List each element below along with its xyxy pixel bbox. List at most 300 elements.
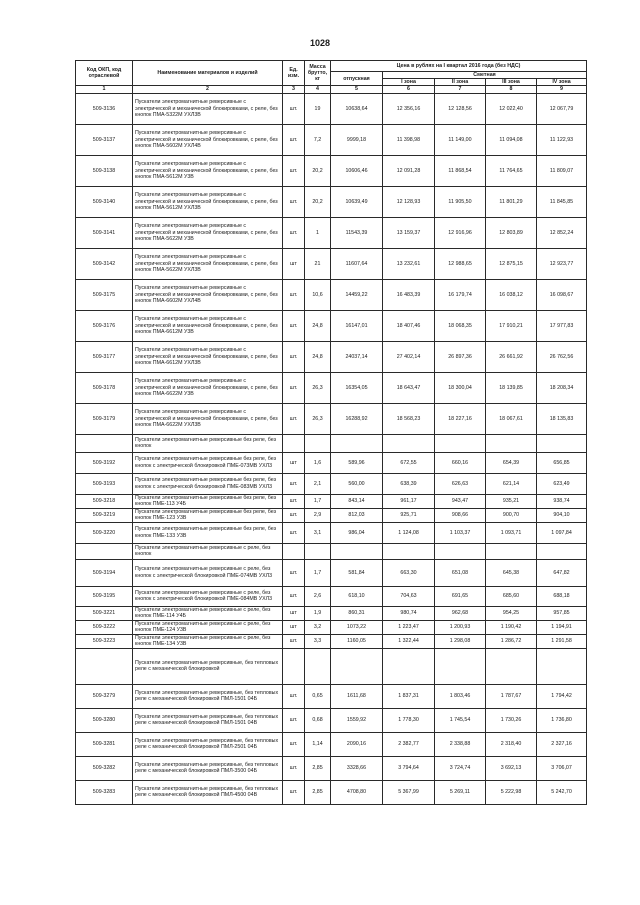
name-cell: Пускатели электромагнитные реверсивные с реле, без кнопок с электрической блокировкой ПМЕ-074МВ УХЛ3 (133, 559, 283, 586)
zone-4-price-cell: 2 327,16 (537, 732, 587, 756)
table-row (76, 155, 587, 186)
zone-1-price-cell: 5 367,99 (383, 780, 435, 804)
zone-1-price-cell: 16 483,39 (383, 279, 435, 310)
mass-cell: 26,3 (305, 403, 331, 434)
release-price-cell: 24037,14 (331, 341, 383, 372)
code-cell: 509-3218 (76, 494, 133, 508)
code-cell: 509-3280 (76, 708, 133, 732)
price-table-body (76, 61, 587, 805)
code-cell: 509-3281 (76, 732, 133, 756)
mass-cell: 20,2 (305, 186, 331, 217)
z1-cell (383, 434, 435, 452)
zone-1-price-cell: 1 322,44 (383, 634, 435, 648)
table-row (76, 124, 587, 155)
name-cell: Пускатели электромагнитные реверсивные с реле, без кнопок ПМЕ-134 У3В (133, 634, 283, 648)
zone-1-price-cell: 925,71 (383, 508, 435, 522)
mass-cell: 3,2 (305, 620, 331, 634)
table-row (76, 217, 587, 248)
code-cell: 509-3282 (76, 756, 133, 780)
release-price-cell: 11543,39 (331, 217, 383, 248)
zone-1-price-cell: 18 407,46 (383, 310, 435, 341)
release-price-cell: 11607,64 (331, 248, 383, 279)
unit-cell (283, 434, 305, 452)
zone-4-price-cell: 18 135,83 (537, 403, 587, 434)
release-price-cell: 1559,92 (331, 708, 383, 732)
section-row (76, 543, 587, 559)
name-cell: Пускатели электромагнитные реверсивные без реле, без кнопок ПМЕ-123 У3В (133, 508, 283, 522)
mass-cell: 3,3 (305, 634, 331, 648)
unit-cell: шт. (283, 155, 305, 186)
zone-4-price-cell: 3 706,07 (537, 756, 587, 780)
z4-cell (537, 648, 587, 684)
release-price-cell: 2090,16 (331, 732, 383, 756)
mass-cell (305, 434, 331, 452)
zone-4-price-cell: 5 242,70 (537, 780, 587, 804)
zone-4-price-cell: 1 194,91 (537, 620, 587, 634)
zone-4-price-cell: 656,85 (537, 452, 587, 473)
zone-3-price-cell: 18 067,61 (486, 403, 537, 434)
zone-3-price-cell: 11 801,29 (486, 186, 537, 217)
mass-cell: 1 (305, 217, 331, 248)
name-cell: Пускатели электромагнитные реверсивные с электрической и механической блокировками, с реле, без кнопок ПМА-6612М УХЛ3В (133, 341, 283, 372)
zone-3-price-cell: 1 730,26 (486, 708, 537, 732)
unit-cell: шт. (283, 217, 305, 248)
zone-3-price-cell: 900,70 (486, 508, 537, 522)
mass-cell: 20,2 (305, 155, 331, 186)
zone-4-price-cell: 12 067,79 (537, 93, 587, 124)
zone-2-price-cell: 908,66 (435, 508, 486, 522)
zone-4-price-cell: 11 845,85 (537, 186, 587, 217)
zone-3-price-cell: 1 093,71 (486, 522, 537, 543)
code-cell: 509-3142 (76, 248, 133, 279)
name-cell: Пускатели электромагнитные реверсивные, без тепловых реле с механической блокировкой ПМЛ-2501 04Б (133, 732, 283, 756)
header-zone-1: I зона (383, 79, 435, 86)
zone-2-price-cell: 1 103,37 (435, 522, 486, 543)
section-name-cell: Пускатели электромагнитные реверсивные без реле, без кнопок (133, 434, 283, 452)
zone-1-price-cell: 1 837,31 (383, 684, 435, 708)
zone-3-price-cell: 685,60 (486, 586, 537, 606)
code-cell: 509-3176 (76, 310, 133, 341)
release-price-cell: 589,96 (331, 452, 383, 473)
release-price-cell: 560,00 (331, 473, 383, 494)
release-price-cell: 1611,68 (331, 684, 383, 708)
release-price-cell: 10639,49 (331, 186, 383, 217)
table-row (76, 372, 587, 403)
name-cell: Пускатели электромагнитные реверсивные без реле, без кнопок с электрической блокировкой ПМЕ-073МВ УХЛ3 (133, 452, 283, 473)
name-cell: Пускатели электромагнитные реверсивные, без тепловых реле с механической блокировкой ПМЛ-1501 04В (133, 708, 283, 732)
col-number: 3 (283, 86, 305, 93)
z3-cell (486, 543, 537, 559)
zone-2-price-cell: 962,68 (435, 606, 486, 620)
mass-cell: 1,6 (305, 452, 331, 473)
z1-cell (383, 648, 435, 684)
header-zone-3: III зона (486, 79, 537, 86)
code-cell: 509-3221 (76, 606, 133, 620)
zone-4-price-cell: 904,10 (537, 508, 587, 522)
release-price-cell: 14459,22 (331, 279, 383, 310)
release-cell (331, 543, 383, 559)
name-cell: Пускатели электромагнитные реверсивные с электрической и механической блокировками, с реле, без кнопок ПМА-6622М У3В (133, 372, 283, 403)
zone-3-price-cell: 17 910,21 (486, 310, 537, 341)
table-row (76, 559, 587, 586)
name-cell: Пускатели электромагнитные реверсивные с реле, без кнопок ПМЕ-114 У4Б (133, 606, 283, 620)
zone-2-price-cell: 12 128,56 (435, 93, 486, 124)
zone-4-price-cell: 18 208,34 (537, 372, 587, 403)
code-cell: 509-3179 (76, 403, 133, 434)
zone-1-price-cell: 18 643,47 (383, 372, 435, 403)
zone-2-price-cell: 11 149,00 (435, 124, 486, 155)
mass-cell: 7,2 (305, 124, 331, 155)
table-row (76, 452, 587, 473)
header-mass: Масса брутто, кг (305, 61, 331, 86)
code-cell: 509-3177 (76, 341, 133, 372)
zone-1-price-cell: 672,55 (383, 452, 435, 473)
zone-2-price-cell: 18 300,04 (435, 372, 486, 403)
code-cell: 509-3219 (76, 508, 133, 522)
name-cell: Пускатели электромагнитные реверсивные без реле, без кнопок ПМЕ-113 У4Б (133, 494, 283, 508)
table-row (76, 248, 587, 279)
zone-2-price-cell: 18 068,35 (435, 310, 486, 341)
code-cell: 509-3194 (76, 559, 133, 586)
zone-3-price-cell: 12 803,89 (486, 217, 537, 248)
z2-cell (435, 543, 486, 559)
code-cell: 509-3283 (76, 780, 133, 804)
zone-2-price-cell: 11 905,50 (435, 186, 486, 217)
zone-1-price-cell: 18 568,23 (383, 403, 435, 434)
zone-2-price-cell: 691,65 (435, 586, 486, 606)
zone-1-price-cell: 12 128,93 (383, 186, 435, 217)
name-cell: Пускатели электромагнитные реверсивные с электрической и механической блокировками, с реле, без кнопок ПМА-6622М УХЛ3В (133, 403, 283, 434)
zone-2-price-cell: 943,47 (435, 494, 486, 508)
zone-3-price-cell: 11 764,65 (486, 155, 537, 186)
unit-cell: шт. (283, 684, 305, 708)
code-cell: 509-3220 (76, 522, 133, 543)
name-cell: Пускатели электромагнитные реверсивные с электрической и механической блокировками, с реле, без кнопок ПМА-5612М У3В (133, 155, 283, 186)
table-row (76, 732, 587, 756)
zone-3-price-cell: 18 139,85 (486, 372, 537, 403)
code-cell: 509-3136 (76, 93, 133, 124)
header-unit: Ед. изм. (283, 61, 305, 86)
code-cell: 509-3279 (76, 684, 133, 708)
name-cell: Пускатели электромагнитные реверсивные без реле, без кнопок ПМЕ-133 У3В (133, 522, 283, 543)
table-row (76, 279, 587, 310)
zone-4-price-cell: 938,74 (537, 494, 587, 508)
mass-cell: 2,1 (305, 473, 331, 494)
name-cell: Пускатели электромагнитные реверсивные с электрической и механической блокировками, с реле, без кнопок ПМА-6602М УХЛ4В (133, 279, 283, 310)
mass-cell: 1,14 (305, 732, 331, 756)
mass-cell: 2,85 (305, 756, 331, 780)
col-number: 7 (435, 86, 486, 93)
release-price-cell: 16354,05 (331, 372, 383, 403)
release-price-cell: 986,04 (331, 522, 383, 543)
unit-cell (283, 543, 305, 559)
zone-3-price-cell: 2 318,40 (486, 732, 537, 756)
code-cell: 509-3140 (76, 186, 133, 217)
release-cell (331, 648, 383, 684)
code-cell: 509-3193 (76, 473, 133, 494)
zone-2-price-cell: 3 724,74 (435, 756, 486, 780)
unit-cell: шт (283, 606, 305, 620)
release-price-cell: 843,14 (331, 494, 383, 508)
header-name: Наименование материалов и изделий (133, 61, 283, 86)
zone-3-price-cell: 12 022,40 (486, 93, 537, 124)
table-row (76, 186, 587, 217)
name-cell: Пускатели электромагнитные реверсивные с электрической и механической блокировками, с реле, без кнопок ПМА-5322М УХЛ3В (133, 93, 283, 124)
col-number: 6 (383, 86, 435, 93)
mass-cell (305, 543, 331, 559)
release-price-cell: 10638,64 (331, 93, 383, 124)
release-price-cell: 1160,05 (331, 634, 383, 648)
mass-cell: 24,8 (305, 341, 331, 372)
unit-cell: шт. (283, 473, 305, 494)
table-row (76, 606, 587, 620)
code-cell (76, 648, 133, 684)
zone-1-price-cell: 1 223,47 (383, 620, 435, 634)
mass-cell: 3,1 (305, 522, 331, 543)
zone-3-price-cell: 11 094,08 (486, 124, 537, 155)
zone-2-price-cell: 5 269,11 (435, 780, 486, 804)
zone-2-price-cell: 2 338,88 (435, 732, 486, 756)
zone-3-price-cell: 12 875,15 (486, 248, 537, 279)
mass-cell: 0,65 (305, 684, 331, 708)
zone-2-price-cell: 1 200,93 (435, 620, 486, 634)
zone-2-price-cell: 11 868,54 (435, 155, 486, 186)
release-price-cell: 9999,18 (331, 124, 383, 155)
unit-cell: шт. (283, 341, 305, 372)
unit-cell (283, 648, 305, 684)
zone-3-price-cell: 16 038,12 (486, 279, 537, 310)
zone-3-price-cell: 935,21 (486, 494, 537, 508)
code-cell: 509-3175 (76, 279, 133, 310)
zone-1-price-cell: 704,63 (383, 586, 435, 606)
zone-4-price-cell: 623,49 (537, 473, 587, 494)
zone-3-price-cell: 3 692,13 (486, 756, 537, 780)
unit-cell: шт. (283, 508, 305, 522)
col-number: 4 (305, 86, 331, 93)
table-row (76, 780, 587, 804)
zone-3-price-cell: 26 661,92 (486, 341, 537, 372)
zone-4-price-cell: 688,18 (537, 586, 587, 606)
header-wholesale: Сметная (383, 72, 587, 79)
unit-cell: шт. (283, 403, 305, 434)
code-cell: 509-3222 (76, 620, 133, 634)
table-row (76, 473, 587, 494)
unit-cell: шт. (283, 559, 305, 586)
code-cell (76, 543, 133, 559)
zone-1-price-cell: 12 356,16 (383, 93, 435, 124)
zone-4-price-cell: 26 762,56 (537, 341, 587, 372)
page-number: 1028 (309, 38, 331, 48)
release-price-cell: 16288,92 (331, 403, 383, 434)
zone-2-price-cell: 18 227,16 (435, 403, 486, 434)
name-cell: Пускатели электромагнитные реверсивные, без тепловых реле с механической блокировкой ПМЛ-3500 04Б (133, 756, 283, 780)
header-zone-4: IV зона (537, 79, 587, 86)
zone-4-price-cell: 12 852,24 (537, 217, 587, 248)
zone-4-price-cell: 11 809,07 (537, 155, 587, 186)
zone-2-price-cell: 651,08 (435, 559, 486, 586)
section-row (76, 434, 587, 452)
mass-cell: 1,9 (305, 606, 331, 620)
z2-cell (435, 434, 486, 452)
zone-4-price-cell: 12 923,77 (537, 248, 587, 279)
zone-2-price-cell: 660,16 (435, 452, 486, 473)
zone-4-price-cell: 1 291,58 (537, 634, 587, 648)
z3-cell (486, 648, 537, 684)
release-cell (331, 434, 383, 452)
zone-4-price-cell: 647,82 (537, 559, 587, 586)
section-name-cell: Пускатели электромагнитные реверсивные, без тепловых реле с механической блокировкой (133, 648, 283, 684)
unit-cell: шт. (283, 732, 305, 756)
name-cell: Пускатели электромагнитные реверсивные с электрической и механической блокировками, с реле, без кнопок ПМА-5622М У3В (133, 217, 283, 248)
unit-cell: шт. (283, 780, 305, 804)
unit-cell: шт. (283, 186, 305, 217)
zone-3-price-cell: 645,38 (486, 559, 537, 586)
col-number: 8 (486, 86, 537, 93)
release-price-cell: 4708,80 (331, 780, 383, 804)
zone-4-price-cell: 957,85 (537, 606, 587, 620)
zone-1-price-cell: 663,30 (383, 559, 435, 586)
unit-cell: шт. (283, 586, 305, 606)
col-number: 2 (133, 86, 283, 93)
mass-cell: 2,85 (305, 780, 331, 804)
release-price-cell: 10606,46 (331, 155, 383, 186)
zone-4-price-cell: 1 794,42 (537, 684, 587, 708)
zone-3-price-cell: 5 222,98 (486, 780, 537, 804)
table-row (76, 341, 587, 372)
code-cell: 509-3192 (76, 452, 133, 473)
zone-1-price-cell: 12 091,28 (383, 155, 435, 186)
zone-1-price-cell: 1 778,30 (383, 708, 435, 732)
mass-cell: 0,68 (305, 708, 331, 732)
release-price-cell: 1073,22 (331, 620, 383, 634)
mass-cell: 26,3 (305, 372, 331, 403)
zone-2-price-cell: 1 298,08 (435, 634, 486, 648)
mass-cell: 19 (305, 93, 331, 124)
zone-3-price-cell: 954,25 (486, 606, 537, 620)
z4-cell (537, 434, 587, 452)
zone-1-price-cell: 27 402,14 (383, 341, 435, 372)
unit-cell: шт. (283, 310, 305, 341)
name-cell: Пускатели электромагнитные реверсивные с электрической и механической блокировками, с реле, без кнопок ПМА-6612М У3В (133, 310, 283, 341)
header-price-group: Цена в рублях на I квартал 2016 года (без НДС) (331, 61, 587, 72)
zone-4-price-cell: 1 097,84 (537, 522, 587, 543)
unit-cell: шт. (283, 522, 305, 543)
zone-1-price-cell: 11 398,98 (383, 124, 435, 155)
zone-3-price-cell: 654,39 (486, 452, 537, 473)
unit-cell: шт. (283, 93, 305, 124)
zone-1-price-cell: 1 124,08 (383, 522, 435, 543)
table-row (76, 708, 587, 732)
col-number: 9 (537, 86, 587, 93)
code-cell: 509-3138 (76, 155, 133, 186)
table-row (76, 494, 587, 508)
mass-cell: 1,7 (305, 559, 331, 586)
section-row (76, 648, 587, 684)
name-cell: Пускатели электромагнитные реверсивные с электрической и механической блокировками, с реле, без кнопок ПМА-5622М УХЛ3В (133, 248, 283, 279)
zone-1-price-cell: 980,74 (383, 606, 435, 620)
zone-1-price-cell: 961,17 (383, 494, 435, 508)
col-number: 1 (76, 86, 133, 93)
zone-2-price-cell: 26 897,36 (435, 341, 486, 372)
zone-2-price-cell: 12 988,65 (435, 248, 486, 279)
unit-cell: шт. (283, 372, 305, 403)
zone-1-price-cell: 13 159,37 (383, 217, 435, 248)
unit-cell: шт. (283, 124, 305, 155)
table-row (76, 586, 587, 606)
zone-3-price-cell: 1 787,67 (486, 684, 537, 708)
name-cell: Пускатели электромагнитные реверсивные, без тепловых реле с механической блокировкой ПМЛ-1501 04Б (133, 684, 283, 708)
unit-cell: шт (283, 248, 305, 279)
code-cell: 509-3141 (76, 217, 133, 248)
name-cell: Пускатели электромагнитные реверсивные без реле, без кнопок с электрической блокировкой ПМЕ-083МВ УХЛ3 (133, 473, 283, 494)
price-table (75, 60, 587, 805)
unit-cell: шт. (283, 279, 305, 310)
table-row (76, 403, 587, 434)
header-release: отпускная (331, 72, 383, 86)
table-row (76, 684, 587, 708)
table-row (76, 508, 587, 522)
mass-cell: 21 (305, 248, 331, 279)
zone-3-price-cell: 1 190,42 (486, 620, 537, 634)
table-row (76, 522, 587, 543)
code-cell: 509-3195 (76, 586, 133, 606)
zone-2-price-cell: 16 179,74 (435, 279, 486, 310)
mass-cell (305, 648, 331, 684)
name-cell: Пускатели электромагнитные реверсивные с электрической и механической блокировками, с реле, без кнопок ПМА-5612М УХЛ3В (133, 186, 283, 217)
mass-cell: 24,8 (305, 310, 331, 341)
mass-cell: 10,6 (305, 279, 331, 310)
zone-4-price-cell: 1 736,80 (537, 708, 587, 732)
zone-3-price-cell: 621,14 (486, 473, 537, 494)
z1-cell (383, 543, 435, 559)
zone-1-price-cell: 2 382,77 (383, 732, 435, 756)
col-number: 5 (331, 86, 383, 93)
table-row (76, 620, 587, 634)
unit-cell: шт. (283, 756, 305, 780)
zone-2-price-cell: 626,63 (435, 473, 486, 494)
unit-cell: шт (283, 452, 305, 473)
zone-4-price-cell: 16 098,67 (537, 279, 587, 310)
table-row (76, 634, 587, 648)
z3-cell (486, 434, 537, 452)
name-cell: Пускатели электромагнитные реверсивные с электрической и механической блокировками, с реле, без кнопок ПМА-5602М УХЛ4В (133, 124, 283, 155)
zone-2-price-cell: 12 916,96 (435, 217, 486, 248)
release-price-cell: 16147,01 (331, 310, 383, 341)
zone-4-price-cell: 17 977,83 (537, 310, 587, 341)
zone-4-price-cell: 11 122,93 (537, 124, 587, 155)
code-cell: 509-3178 (76, 372, 133, 403)
unit-cell: шт (283, 620, 305, 634)
unit-cell: шт. (283, 494, 305, 508)
table-row (76, 93, 587, 124)
header-code: Код ОКП, код отраслевой (76, 61, 133, 86)
zone-1-price-cell: 638,39 (383, 473, 435, 494)
release-price-cell: 581,84 (331, 559, 383, 586)
zone-3-price-cell: 1 286,72 (486, 634, 537, 648)
mass-cell: 2,9 (305, 508, 331, 522)
release-price-cell: 812,03 (331, 508, 383, 522)
name-cell: Пускатели электромагнитные реверсивные, без тепловых реле с механической блокировкой ПМЛ-4500 04В (133, 780, 283, 804)
table-row (76, 756, 587, 780)
zone-1-price-cell: 13 232,61 (383, 248, 435, 279)
name-cell: Пускатели электромагнитные реверсивные с реле, без кнопок ПМЕ-124 У3В (133, 620, 283, 634)
header-zone-2: II зона (435, 79, 486, 86)
release-price-cell: 3328,66 (331, 756, 383, 780)
code-cell: 509-3137 (76, 124, 133, 155)
zone-2-price-cell: 1 803,46 (435, 684, 486, 708)
zone-1-price-cell: 3 794,64 (383, 756, 435, 780)
release-price-cell: 618,10 (331, 586, 383, 606)
